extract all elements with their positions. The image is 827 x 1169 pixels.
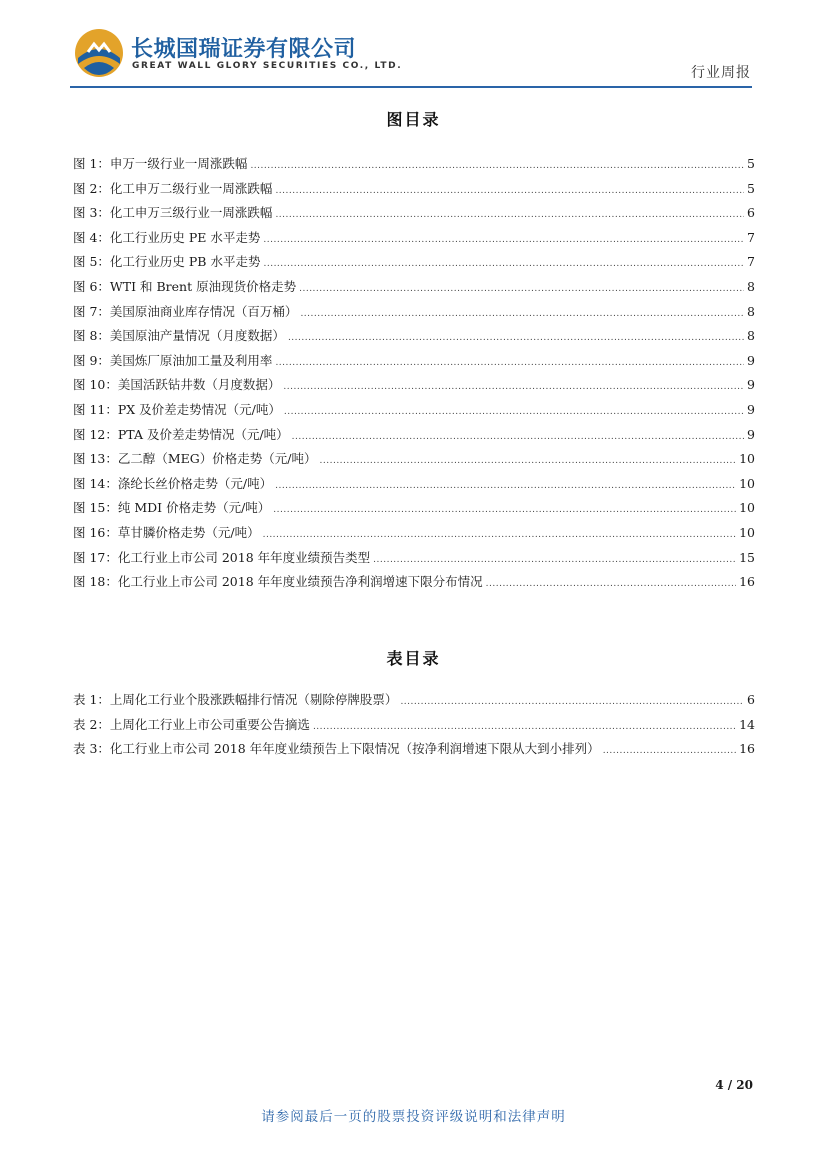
toc-entry-page: 9	[747, 352, 755, 368]
toc-entry-label: 图 11：PX 及价差走势情况（元/吨）	[73, 401, 281, 417]
toc-entry-page: 8	[747, 328, 755, 344]
toc-leader-dots	[486, 572, 736, 597]
tables-toc-list	[73, 688, 755, 762]
header-divider	[70, 86, 752, 88]
toc-leader-dots	[292, 425, 744, 450]
toc-leader-dots	[263, 252, 744, 277]
toc-leader-dots	[273, 498, 736, 523]
toc-entry-page: 8	[747, 303, 755, 319]
toc-leader-dots	[284, 400, 744, 425]
toc-leader-dots	[320, 449, 737, 474]
toc-leader-dots	[299, 277, 744, 302]
toc-entry-label: 图 18：化工行业上市公司 2018 年年度业绩预告净利润增速下限分布情况	[73, 574, 483, 590]
page-header	[0, 0, 827, 95]
toc-entry-label: 图 2：化工申万二级行业一周涨跌幅	[73, 180, 273, 196]
toc-leader-dots	[603, 739, 736, 764]
toc-entry[interactable]	[73, 398, 755, 423]
tables-toc-title: 表目录	[386, 649, 441, 668]
toc-leader-dots	[263, 228, 744, 253]
toc-entry-page: 5	[747, 180, 755, 196]
toc-entry[interactable]	[73, 713, 755, 738]
toc-leader-dots	[275, 203, 744, 228]
toc-entry-label: 图 4：化工行业历史 PE 水平走势	[73, 229, 261, 245]
toc-entry[interactable]	[73, 177, 755, 202]
report-type: 行业周报	[691, 65, 751, 81]
toc-entry-page: 15	[739, 549, 755, 565]
toc-entry[interactable]	[73, 570, 755, 595]
toc-entry-label: 图 17：化工行业上市公司 2018 年年度业绩预告类型	[73, 549, 371, 565]
toc-entry-page: 8	[747, 278, 755, 294]
toc-entry-label: 图 1：申万一级行业一周涨跌幅	[73, 156, 248, 171]
toc-entry[interactable]	[73, 324, 755, 349]
toc-entry[interactable]	[73, 250, 755, 275]
toc-entry[interactable]	[73, 472, 755, 497]
toc-entry-page: 10	[739, 524, 755, 540]
toc-entry[interactable]	[73, 152, 755, 177]
toc-leader-dots	[263, 523, 737, 548]
toc-entry-label: 图 13：乙二醇（MEG）价格走势（元/吨）	[73, 451, 317, 467]
footer-disclaimer[interactable]: 请参阅最后一页的股票投资评级说明和法律声明	[261, 1109, 566, 1125]
toc-entry[interactable]	[73, 300, 755, 325]
toc-entry[interactable]	[73, 423, 755, 448]
toc-entry-label: 表 2：上周化工行业上市公司重要公告摘选	[73, 716, 310, 732]
toc-leader-dots	[250, 154, 744, 179]
toc-entry-label: 表 3：化工行业上市公司 2018 年年度业绩预告上下限情况（按净利润增速下限从大到小排列）	[73, 741, 600, 757]
toc-entry-page: 10	[739, 475, 755, 491]
toc-entry-page: 16	[739, 574, 755, 590]
toc-entry[interactable]	[73, 521, 755, 546]
toc-leader-dots	[373, 548, 736, 573]
toc-leader-dots	[283, 375, 744, 400]
toc-entry[interactable]	[73, 496, 755, 521]
toc-entry-label: 图 10：美国活跃钻井数（月度数据）	[73, 377, 281, 393]
toc-entry-page: 10	[739, 500, 755, 516]
toc-entry-label: 表 1：上周化工行业个股涨跌幅排行情况（剔除停牌股票）	[73, 692, 398, 707]
toc-leader-dots	[288, 326, 744, 351]
toc-entry-page: 9	[747, 377, 755, 393]
toc-entry-page: 14	[739, 716, 755, 732]
toc-entry[interactable]	[73, 688, 755, 713]
toc-entry-page: 7	[747, 229, 755, 245]
toc-entry-page: 6	[747, 205, 755, 221]
toc-entry-page: 9	[747, 401, 755, 417]
toc-entry-label: 图 16：草甘膦价格走势（元/吨）	[73, 524, 260, 540]
toc-leader-dots	[275, 179, 744, 204]
page-number: 4 / 20	[715, 1078, 753, 1092]
toc-entry-label: 图 8：美国原油产量情况（月度数据）	[73, 328, 285, 344]
toc-leader-dots	[275, 474, 736, 499]
toc-entry-page: 6	[747, 692, 755, 707]
toc-entry-page: 16	[739, 741, 755, 757]
toc-entry[interactable]	[73, 737, 755, 762]
toc-leader-dots	[300, 302, 744, 327]
toc-entry-label: 图 9：美国炼厂原油加工量及利用率	[73, 352, 273, 368]
toc-entry-label: 图 12：PTA 及价差走势情况（元/吨）	[73, 426, 289, 442]
toc-leader-dots	[400, 690, 744, 715]
toc-entry[interactable]	[73, 275, 755, 300]
toc-entry[interactable]	[73, 373, 755, 398]
toc-entry[interactable]	[73, 201, 755, 226]
toc-entry-page: 7	[747, 254, 755, 270]
figures-toc-title: 图目录	[386, 110, 441, 129]
toc-entry-label: 图 7：美国原油商业库存情况（百万桶）	[73, 303, 298, 319]
toc-entry-label: 图 3：化工申万三级行业一周涨跌幅	[73, 205, 273, 221]
company-logo-icon	[74, 28, 124, 78]
toc-entry[interactable]	[73, 546, 755, 571]
toc-entry[interactable]	[73, 349, 755, 374]
company-name-cn: 长城国瑞证券有限公司	[131, 37, 357, 62]
toc-entry-label: 图 15：纯 MDI 价格走势（元/吨）	[73, 500, 271, 516]
toc-entry[interactable]	[73, 226, 755, 251]
toc-entry-label: 图 14：涤纶长丝价格走势（元/吨）	[73, 475, 273, 491]
figures-toc-list	[73, 152, 755, 595]
company-name-en: GREAT WALL GLORY SECURITIES CO., LTD.	[132, 61, 403, 71]
toc-leader-dots	[313, 715, 736, 740]
toc-entry-page: 10	[739, 451, 755, 467]
toc-leader-dots	[275, 351, 744, 376]
toc-entry-page: 9	[747, 426, 755, 442]
toc-entry-label: 图 6：WTI 和 Brent 原油现货价格走势	[73, 278, 297, 294]
toc-entry-page: 5	[747, 156, 755, 171]
toc-entry[interactable]	[73, 447, 755, 472]
toc-entry-label: 图 5：化工行业历史 PB 水平走势	[73, 254, 261, 270]
